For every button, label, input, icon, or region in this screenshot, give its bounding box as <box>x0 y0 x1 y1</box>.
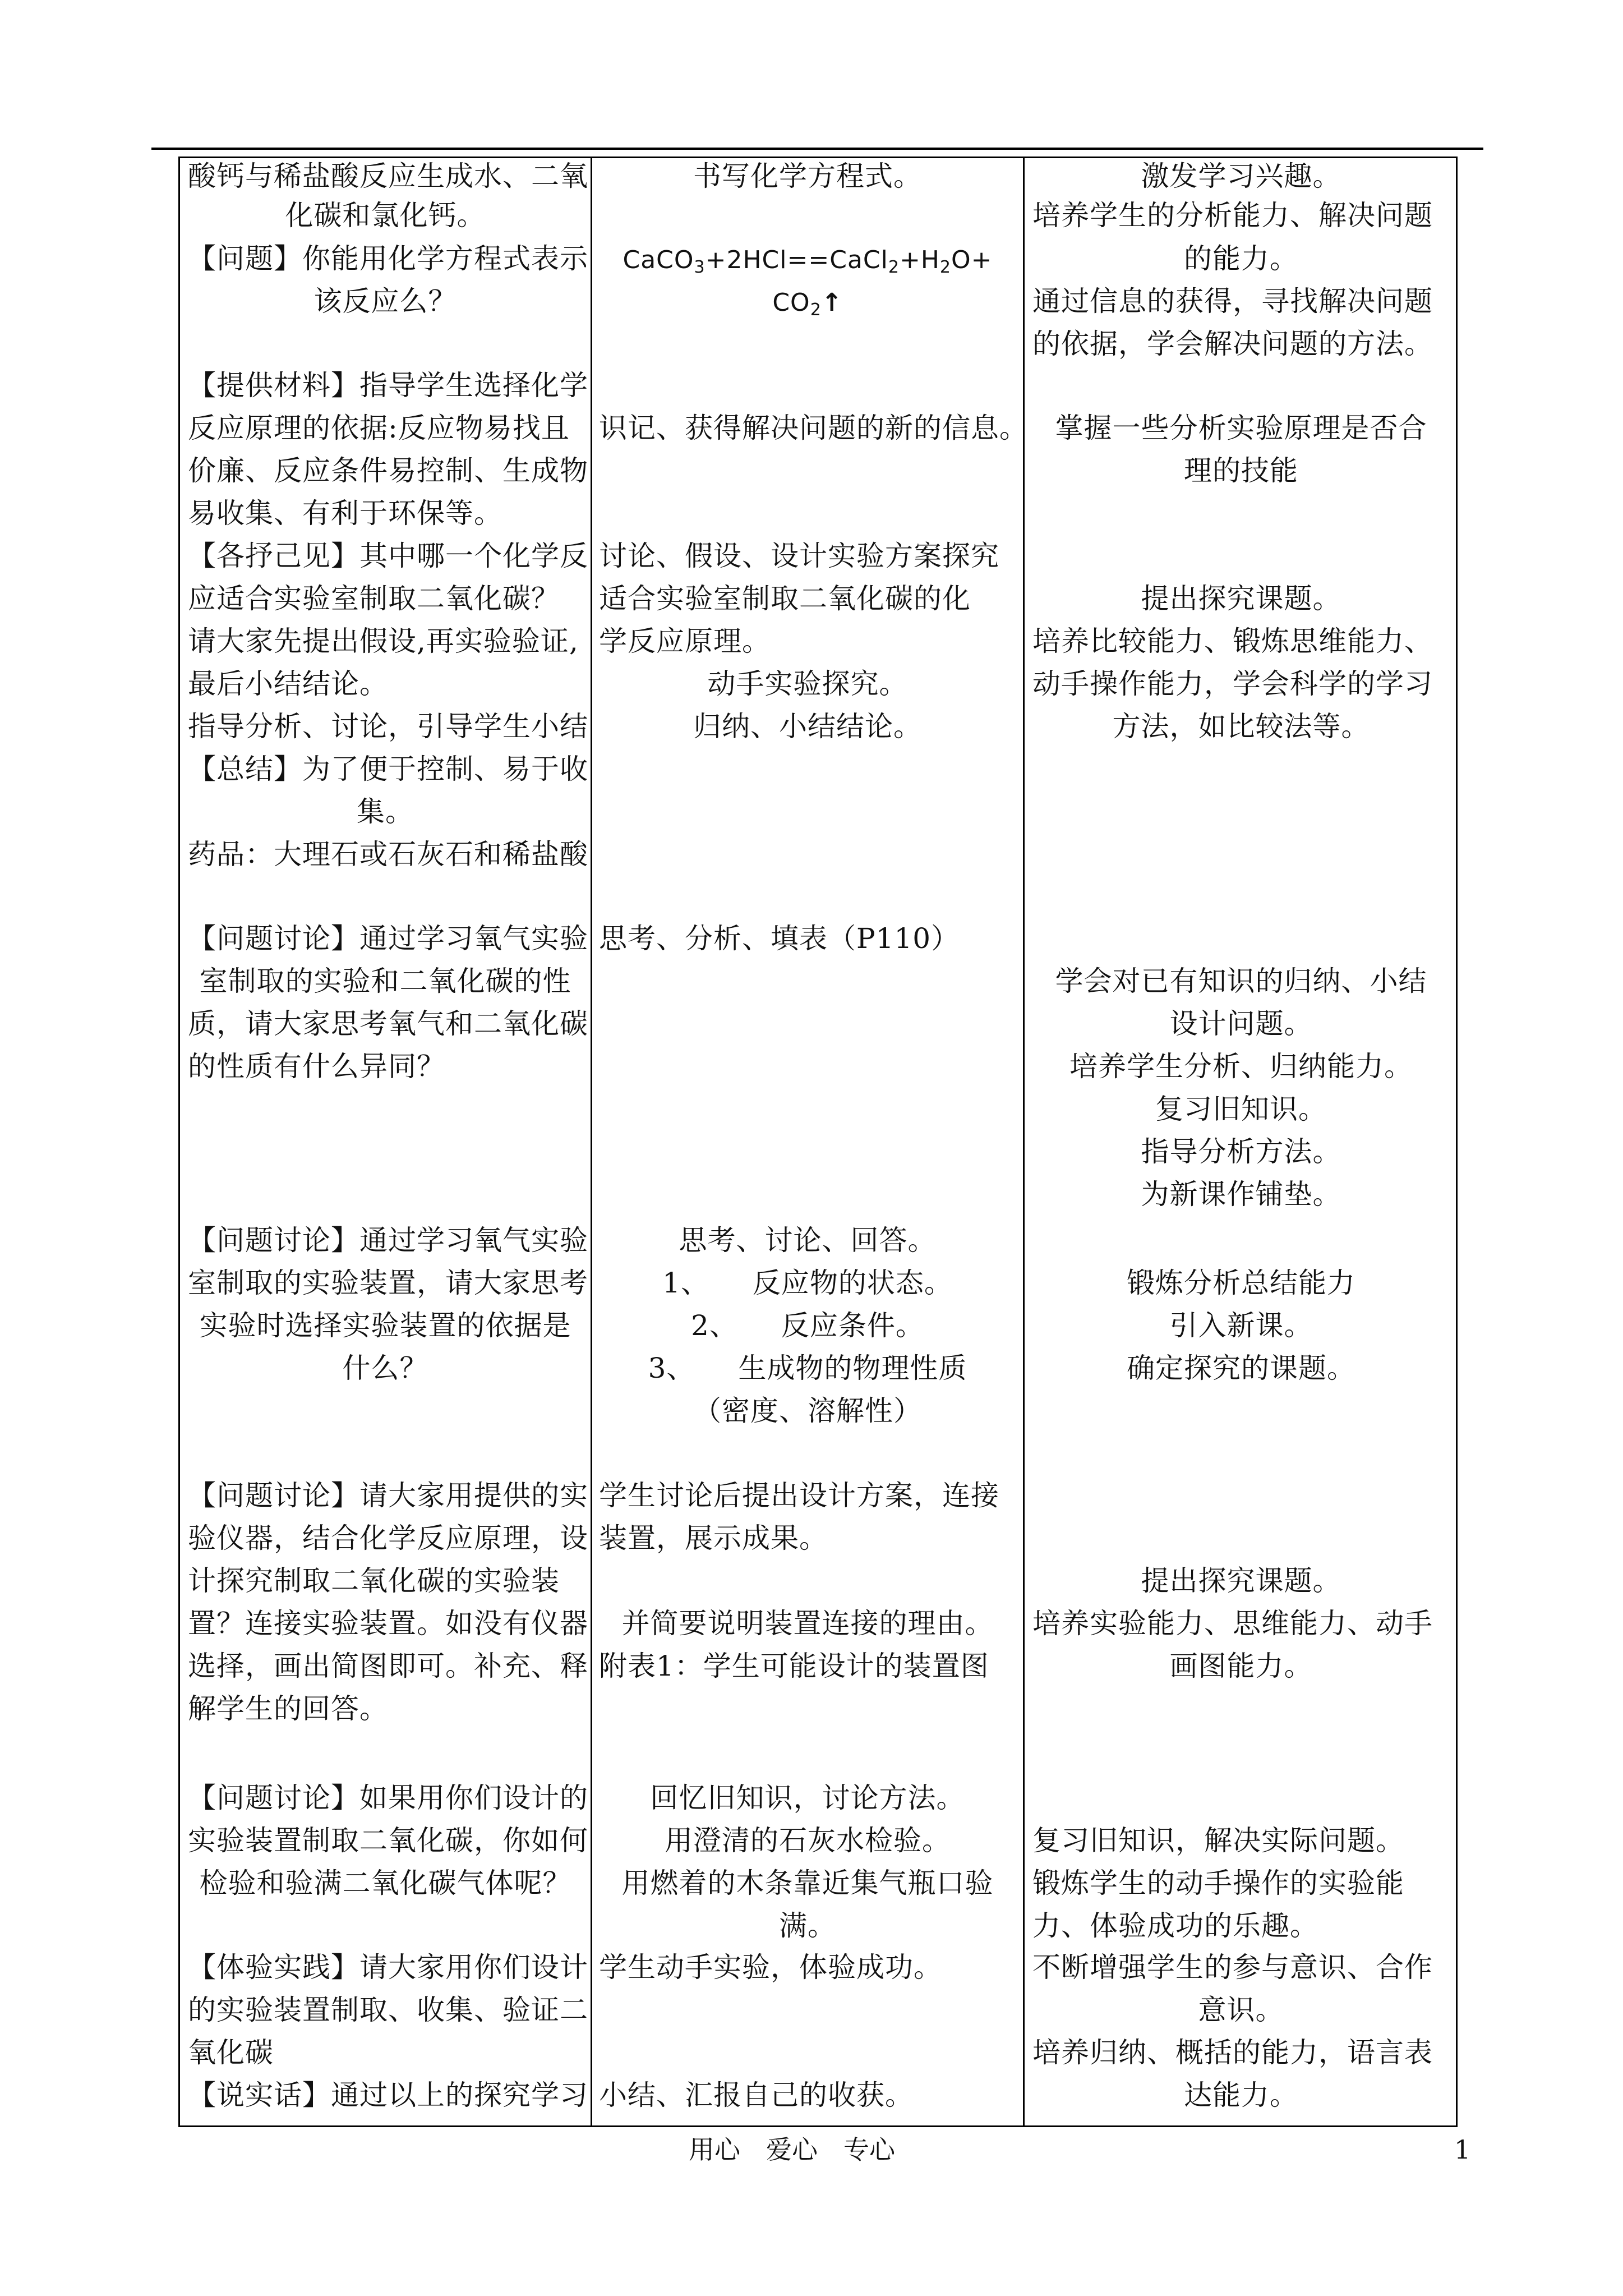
intent-text-line: 锻炼分析总结能力 <box>1127 1267 1355 1299</box>
student-text-line: 学生动手实验，体验成功。 <box>599 1951 942 1984</box>
intent-text-line: 意识。 <box>1198 1994 1284 2026</box>
teacher-text-line: 选择，画出简图即可。补充、释 <box>188 1650 588 1682</box>
teacher-text-line: 的性质有什么异同？ <box>188 1050 445 1083</box>
student-activity-column <box>592 158 1028 2125</box>
footer-motto: 用心 爱心 专心 <box>689 2134 895 2165</box>
student-text-line: 2、 反应条件。 <box>691 1309 924 1342</box>
student-text-line: 书写化学方程式。 <box>693 160 922 192</box>
teacher-text-line: 【总结】为了便于控制、易于收 <box>188 753 588 785</box>
intent-text-line: 培养学生分析、归纳能力。 <box>1069 1050 1413 1083</box>
teacher-text-line: 应适合实验室制取二氧化碳？ <box>188 582 560 615</box>
student-text-line: 3、 生成物的物理性质 <box>648 1352 967 1384</box>
student-text-line: 思考、分析、填表（P110） <box>599 922 960 955</box>
student-text-line: 用澄清的石灰水检验。 <box>665 1824 951 1857</box>
intent-text-line: 培养实验能力、思维能力、动手 <box>1032 1607 1433 1640</box>
teacher-text-line: 指导分析、讨论，引导学生小结 <box>188 710 588 743</box>
intent-text-line: 激发学习兴趣。 <box>1141 160 1341 192</box>
student-text-line: 适合实验室制取二氧化碳的化 <box>599 582 971 615</box>
teacher-text-line: 【各抒己见】其中哪一个化学反 <box>188 540 588 572</box>
student-text-line: 满。 <box>779 1910 836 1942</box>
intent-text-line: 确定探究的课题。 <box>1127 1352 1355 1384</box>
teacher-text-line: 置？连接实验装置。如没有仪器 <box>188 1607 588 1640</box>
intent-text-line: 培养归纳、概括的能力，语言表 <box>1032 2036 1433 2069</box>
teacher-text-line: 该反应么？ <box>313 285 457 318</box>
intent-text-line: 的能力。 <box>1184 242 1298 275</box>
teacher-text-line: 什么？ <box>342 1352 428 1384</box>
teacher-text-line: 解学生的回答。 <box>188 1692 388 1725</box>
intent-text-line: 通过信息的获得，寻找解决问题 <box>1032 285 1433 318</box>
student-text-line: 并简要说明装置连接的理由。 <box>621 1607 994 1640</box>
intent-text-line: 达能力。 <box>1184 2079 1298 2111</box>
intent-text-line: 复习旧知识。 <box>1155 1093 1327 1125</box>
teacher-text-line: 氧化碳 <box>188 2036 274 2069</box>
intent-text-line: 理的技能 <box>1184 454 1298 487</box>
student-text-line: 学反应原理。 <box>599 625 771 657</box>
intent-text-line: 力、体验成功的乐趣。 <box>1032 1910 1318 1942</box>
teacher-text-line: 【体验实践】请大家用你们设计 <box>188 1951 588 1984</box>
intent-text-line: 培养学生的分析能力、解决问题 <box>1032 199 1433 232</box>
student-text-line: 思考、讨论、回答。 <box>679 1224 937 1257</box>
teacher-text-line: 计探究制取二氧化碳的实验装 <box>188 1565 560 1597</box>
teacher-text-line: 实验装置制取二氧化碳，你如何 <box>188 1824 588 1857</box>
chemical-equation-line1: $CaCO_3+2HCl==CaCl_2+H_2O+$ <box>623 246 993 277</box>
student-text-line: 学生讨论后提出设计方案，连接 <box>599 1479 999 1512</box>
teacher-text-line: 化碳和氯化钙。 <box>285 199 486 232</box>
teacher-text-line: 价廉、反应条件易控制、生成物 <box>188 454 588 487</box>
student-text-line: 回忆旧知识，讨论方法。 <box>650 1782 965 1814</box>
intent-text-line: 掌握一些分析实验原理是否合 <box>1055 412 1427 444</box>
intent-text-line: 为新课作铺垫。 <box>1141 1178 1341 1211</box>
teacher-text-line: 药品：大理石或石灰石和稀盐酸 <box>188 838 588 871</box>
teacher-text-line: 【说实话】通过以上的探究学习 <box>188 2079 588 2111</box>
student-text-line: 归纳、小结结论。 <box>693 710 922 743</box>
intent-text-line: 提出探究课题。 <box>1141 582 1341 615</box>
intent-text-line: 设计问题。 <box>1169 1007 1313 1040</box>
header-rule <box>151 148 1483 150</box>
teacher-text-line: 实验时选择实验装置的依据是 <box>199 1309 571 1342</box>
teacher-text-line: 【问题讨论】通过学习氧气实验 <box>188 1224 588 1257</box>
intent-text-line: 引入新课。 <box>1169 1309 1313 1342</box>
student-text-line: （密度、溶解性） <box>693 1395 922 1427</box>
student-text-line: 动手实验探究。 <box>707 668 908 700</box>
teacher-text-line: 室制取的实验和二氧化碳的性 <box>199 965 571 997</box>
student-text-line: 小结、汇报自己的收获。 <box>599 2079 914 2111</box>
intent-text-line: 不断增强学生的参与意识、合作 <box>1032 1951 1433 1984</box>
teacher-text-line: 检验和验满二氧化碳气体呢？ <box>199 1867 571 1899</box>
page-footer <box>0 2132 1623 2171</box>
lesson-plan-table <box>178 157 1458 2127</box>
teacher-text-line: 【问题】你能用化学方程式表示 <box>188 242 588 275</box>
teacher-text-line: 【提供材料】指导学生选择化学 <box>188 369 588 402</box>
intent-text-line: 培养比较能力、锻炼思维能力、 <box>1032 625 1433 657</box>
intent-text-line: 动手操作能力，学会科学的学习 <box>1032 668 1433 700</box>
intent-text-line: 方法，如比较法等。 <box>1112 710 1370 743</box>
chemical-equation-line2: $CO_2↑$ <box>772 288 843 320</box>
teacher-text-line: 室制取的实验装置，请大家思考 <box>188 1267 588 1299</box>
intent-text-line: 复习旧知识，解决实际问题。 <box>1032 1824 1404 1857</box>
teacher-text-line: 集。 <box>357 795 414 828</box>
intent-text-line: 画图能力。 <box>1169 1650 1313 1682</box>
teacher-activity-column <box>180 158 591 2125</box>
student-text-line: 装置，展示成果。 <box>599 1522 828 1554</box>
gas-arrow-icon: ↑ <box>821 288 843 317</box>
teacher-text-line: 【问题讨论】通过学习氧气实验 <box>188 922 588 955</box>
teacher-text-line: 易收集、有利于环保等。 <box>188 497 502 530</box>
intent-text-line: 的依据，学会解决问题的方法。 <box>1032 328 1433 360</box>
student-text-line: 附表1：学生可能设计的装置图 <box>599 1650 989 1682</box>
intent-text-line: 指导分析方法。 <box>1141 1135 1341 1168</box>
student-text-line: 讨论、假设、设计实验方案探究 <box>599 540 999 572</box>
teacher-text-line: 验仪器，结合化学反应原理，设 <box>188 1522 588 1554</box>
teacher-text-line: 最后小结结论。 <box>188 668 388 700</box>
teacher-text-line: 【问题讨论】请大家用提供的实 <box>188 1479 588 1512</box>
teacher-text-line: 【问题讨论】如果用你们设计的 <box>188 1782 588 1814</box>
teacher-text-line: 请大家先提出假设,再实验验证, <box>188 625 579 657</box>
teacher-text-line: 的实验装置制取、收集、验证二 <box>188 1994 588 2026</box>
intent-text-line: 提出探究课题。 <box>1141 1565 1341 1597</box>
design-intent-column <box>1025 158 1458 2125</box>
intent-text-line: 锻炼学生的动手操作的实验能 <box>1032 1867 1404 1899</box>
intent-text-line: 学会对已有知识的归纳、小结 <box>1055 965 1427 997</box>
teacher-text-line: 酸钙与稀盐酸反应生成水、二氧 <box>188 160 588 192</box>
student-text-line: 用燃着的木条靠近集气瓶口验 <box>621 1867 994 1899</box>
page-number: 1 <box>1454 2134 1471 2165</box>
teacher-text-line: 质，请大家思考氧气和二氧化碳 <box>188 1007 588 1040</box>
student-text-line: 1、 反应物的状态。 <box>662 1267 953 1299</box>
student-text-line: 识记、获得解决问题的新的信息。 <box>599 412 1028 444</box>
teacher-text-line: 反应原理的依据:反应物易找且 <box>188 412 570 444</box>
